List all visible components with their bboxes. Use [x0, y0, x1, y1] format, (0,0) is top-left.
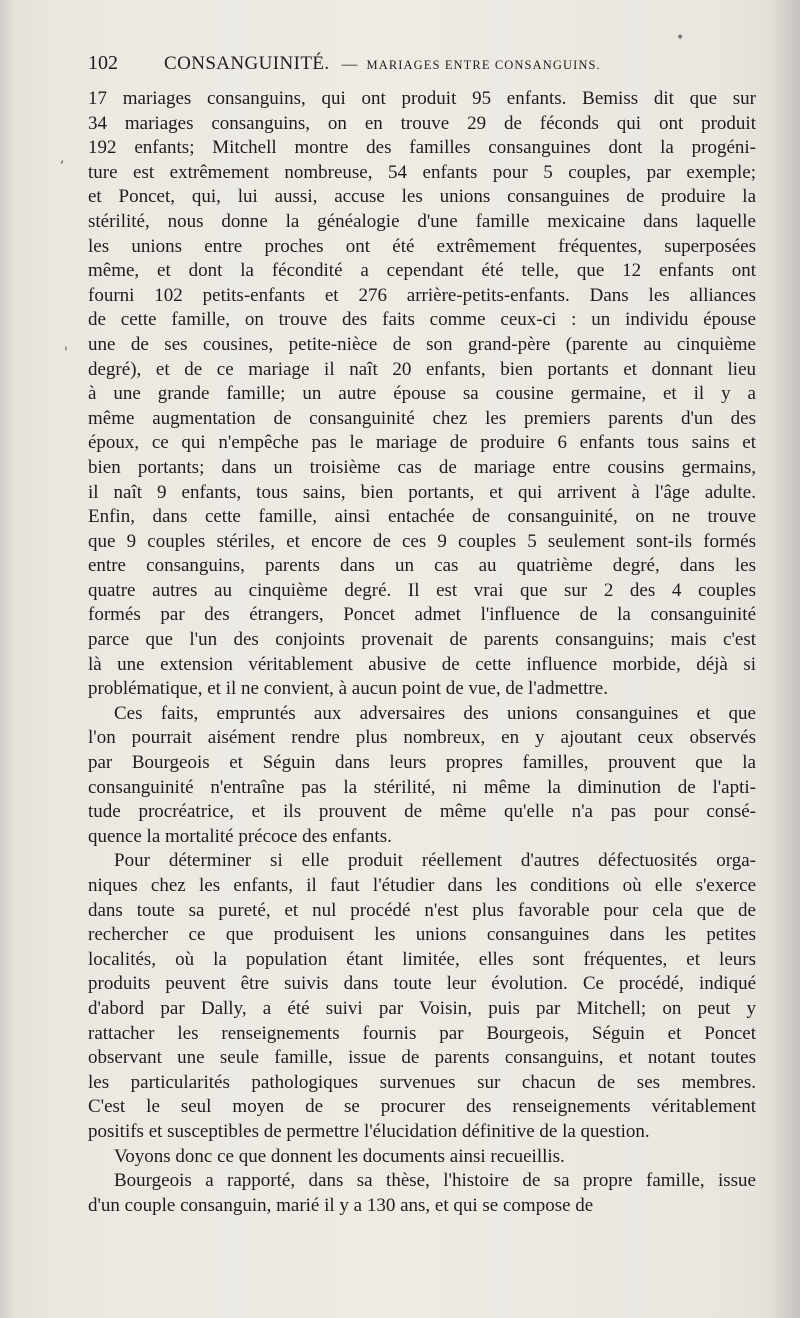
text-line: consanguinité n'entraîne pas la stérilité, ni même la diminution de l'apti- — [88, 776, 756, 798]
text-line: produits peuvent être suivis dans toute leur évolution. Ce procédé, indiqué — [88, 973, 756, 995]
page-number: 102 — [88, 52, 118, 74]
text-line: que 9 couples stériles, et encore de ces 9 couples 5 seulement sont-ils formés — [88, 530, 756, 552]
text-line: formés par des étrangers, Poncet admet l'influence de la consanguinité — [88, 604, 756, 626]
text-line: positifs et susceptibles de permettre l'élucidation définitive de la question. — [88, 1120, 650, 1142]
running-header — [88, 52, 756, 84]
text-line: d'abord par Dally, a été suivi par Voisin, puis par Mitchell; on peut y — [88, 997, 756, 1019]
text-line: quatre autres au cinquième degré. Il est vrai que sur 2 des 4 couples — [88, 579, 756, 601]
header-dash: — — [341, 56, 358, 73]
text-line: Enfin, dans cette famille, ainsi entachée de consanguinité, on ne trouve — [88, 506, 756, 528]
text-line: même, et dont la fécondité a cependant été telle, que 12 enfants ont — [88, 260, 756, 282]
running-title: CONSANGUINITÉ. — [164, 53, 330, 74]
text-line: parce que l'un des conjoints provenait de parents consanguins; mais c'est — [88, 629, 756, 651]
margin-tick: ' — [64, 345, 68, 361]
text-line: entre consanguins, parents dans un cas au quatrième degré, dans les — [88, 555, 756, 577]
text-line: tude procréatrice, et ils prouvent de même qu'elle n'a pas pour consé- — [88, 801, 756, 823]
text-line: et Poncet, qui, lui aussi, accuse les unions consanguines de produire la — [88, 186, 756, 208]
text-line: quence la mortalité précoce des enfants. — [88, 825, 392, 847]
text-line: par Bourgeois et Séguin dans leurs propres familles, prouvent que la — [88, 752, 756, 774]
text-line: époux, ce qui n'empêche pas le mariage de produire 6 enfants tous sains et — [88, 432, 756, 454]
text-line: stérilité, nous donne la généalogie d'une famille mexicaine dans laquelle — [88, 210, 756, 232]
text-line: C'est le seul moyen de se procurer des renseignements véritablement — [88, 1096, 756, 1118]
text-line: problématique, et il ne convient, à aucun point de vue, de l'admettre. — [88, 678, 608, 700]
text-line: l'on pourrait aisément rendre plus nombreux, en y ajoutant ceux observés — [88, 727, 756, 749]
text-line: là une extension véritablement abusive de cette influence morbide, déjà si — [88, 653, 756, 675]
text-line: Bourgeois a rapporté, dans sa thèse, l'histoire de sa propre famille, issue — [114, 1170, 756, 1192]
page-edge-shadow — [770, 0, 800, 1318]
text-line: dans toute sa pureté, et nul procédé n'est plus favorable pour cela que de — [88, 899, 756, 921]
running-subtitle: MARIAGES ENTRE CONSANGUINS. — [366, 58, 601, 72]
text-line: 34 mariages consanguins, on en trouve 29 de féconds qui ont produit — [88, 112, 756, 134]
text-line: même augmentation de consanguinité chez les premiers parents d'un des — [88, 407, 756, 429]
text-line: fourni 102 petits-enfants et 276 arrière-petits-enfants. Dans les alliances — [88, 284, 756, 306]
text-line: degré), et de ce mariage il naît 20 enfants, bien portants et donnant lieu — [88, 358, 756, 380]
text-line: 17 mariages consanguins, qui ont produit 95 enfants. Bemiss dit que sur — [88, 88, 756, 109]
text-line: localités, où la population étant limitée, elles sont fréquentes, et leurs — [88, 948, 756, 970]
page-gutter-shadow — [0, 0, 14, 1318]
text-line: 192 enfants; Mitchell montre des familles consanguines dont la progéni- — [88, 137, 756, 159]
text-line: une de ses cousines, petite-nièce de son grand-père (parente au cinquième — [88, 333, 756, 355]
body-text — [88, 87, 756, 1218]
text-line: bien portants; dans un troisième cas de mariage entre cousins germains, — [88, 456, 756, 478]
text-line: à une grande famille; un autre épouse sa cousine germaine, et il y a — [88, 383, 756, 405]
text-line: ture est extrêmement nombreuse, 54 enfants pour 5 couples, par exemple; — [88, 161, 756, 183]
text-line: observant une seule famille, issue de parents consanguins, et notant toutes — [88, 1047, 756, 1069]
text-line: les unions entre proches ont été extrêmement fréquentes, superposées — [88, 235, 756, 257]
text-line: les particularités pathologiques survenues sur chacun de ses membres. — [88, 1071, 756, 1093]
text-line: il naît 9 enfants, tous sains, bien portants, et qui arrivent à l'âge adulte. — [88, 481, 756, 503]
margin-tick: , — [60, 150, 65, 166]
text-line: Pour déterminer si elle produit réellement d'autres défectuosités orga- — [114, 850, 756, 872]
text-line: Ces faits, empruntés aux adversaires des unions consanguines et que — [114, 702, 756, 724]
text-line: rattacher les renseignements fournis par Bourgeois, Séguin et Poncet — [88, 1022, 756, 1044]
text-line: niques chez les enfants, il faut l'étudier dans les conditions où elle s'exerce — [88, 875, 756, 896]
text-line: rechercher ce que produisent les unions consanguines dans les petites — [88, 924, 756, 946]
text-line: d'un couple consanguin, marié il y a 130 ans, et qui se compose de — [88, 1194, 594, 1216]
corner-ink-mark: • — [676, 30, 685, 46]
text-line: de cette famille, on trouve des faits comme ceux-ci : un individu épouse — [88, 309, 756, 331]
text-line: Voyons donc ce que donnent les documents ainsi recueillis. — [114, 1145, 565, 1167]
